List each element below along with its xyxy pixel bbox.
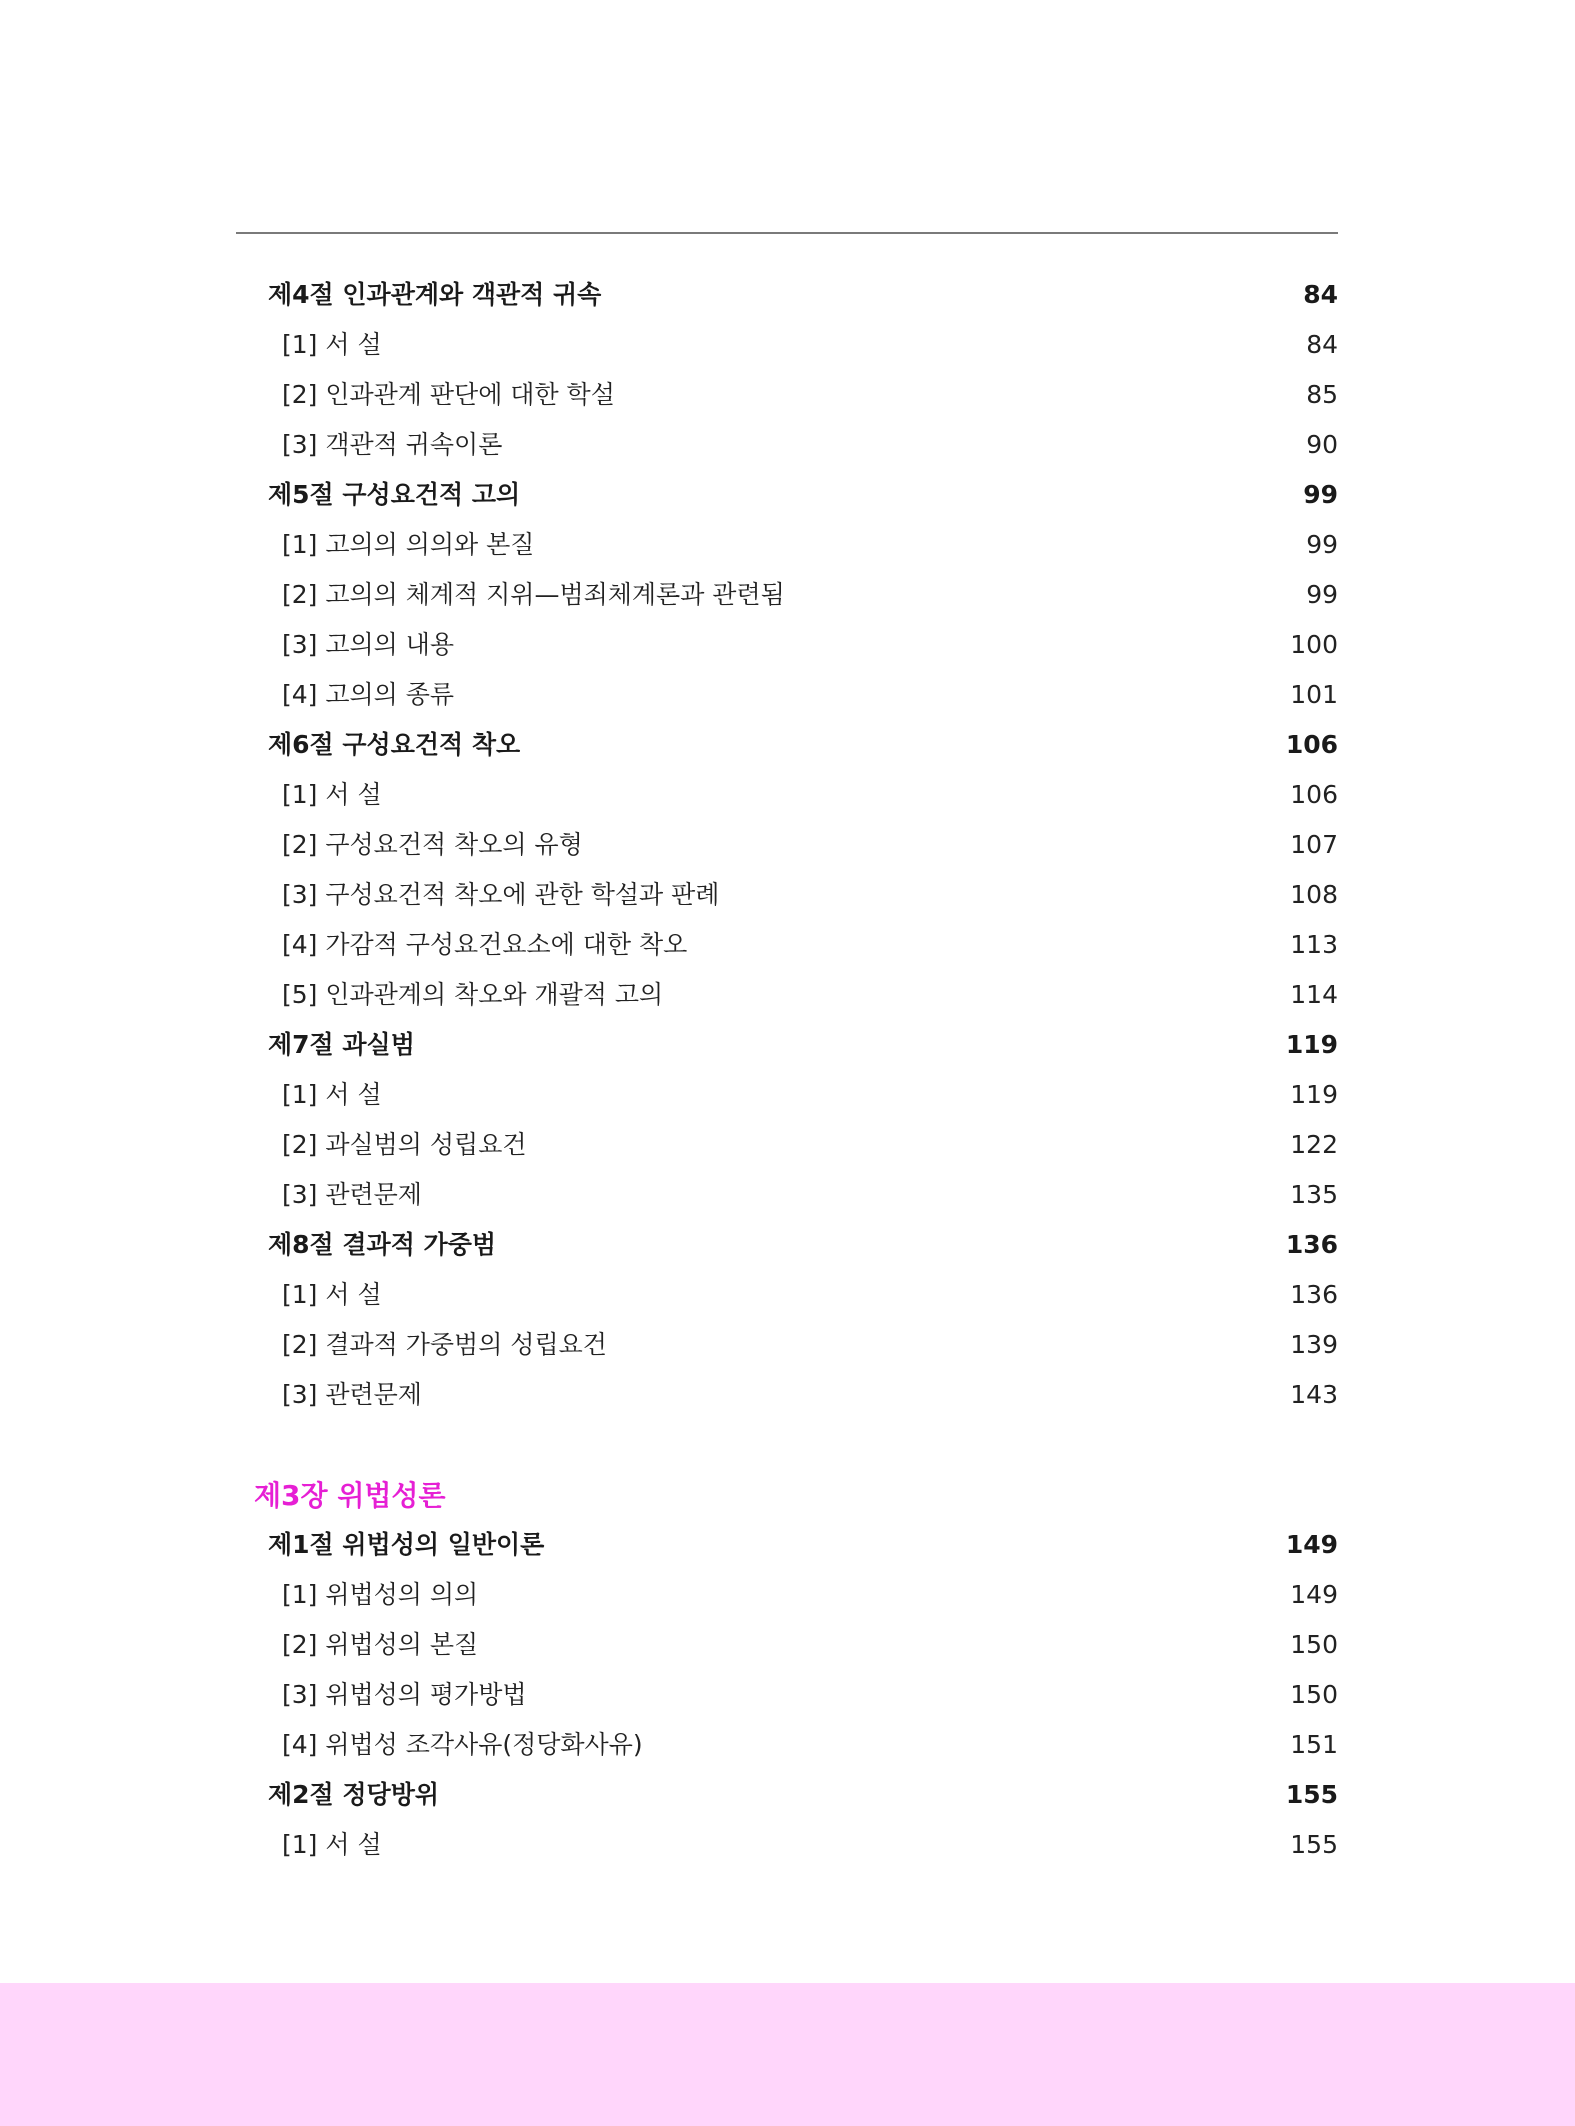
toc-item-row [236, 870, 1338, 920]
item-title: [2] 인과관계 판단에 대한 학설 [282, 380, 615, 409]
page-number: 106 [1290, 780, 1338, 809]
page-number: 85 [1306, 380, 1338, 409]
page-number: 99 [1306, 580, 1338, 609]
item-title: [2] 고의의 체계적 지위—범죄체계론과 관련됨 [282, 580, 785, 609]
page-number: 101 [1290, 680, 1338, 709]
page-number: 143 [1290, 1380, 1338, 1409]
toc-section-row [236, 1770, 1338, 1820]
section-title: 제2절 정당방위 [268, 1780, 439, 1809]
toc-section-row [236, 1520, 1338, 1570]
item-title: [1] 서 설 [282, 1830, 382, 1859]
toc-item-row [236, 920, 1338, 970]
item-title: [3] 고의의 내용 [282, 630, 455, 659]
page-number: 119 [1285, 1030, 1338, 1059]
page-number: 100 [1290, 630, 1338, 659]
section-title: 제6절 구성요건적 착오 [268, 730, 521, 759]
item-title: [2] 결과적 가중범의 성립요건 [282, 1330, 607, 1359]
section-title: 제8절 결과적 가중범 [268, 1230, 497, 1259]
item-title: [3] 관련문제 [282, 1180, 422, 1209]
toc-item-row [236, 1370, 1338, 1420]
toc-section-row [236, 1220, 1338, 1270]
item-title: [3] 구성요건적 착오에 관한 학설과 판례 [282, 880, 720, 909]
page-number: 107 [1290, 830, 1338, 859]
page-number: 114 [1290, 980, 1338, 1009]
toc-item-row [236, 1270, 1338, 1320]
toc-item-row [236, 620, 1338, 670]
toc-list [236, 270, 1338, 1420]
toc-section-row [236, 470, 1338, 520]
page-number: 99 [1306, 530, 1338, 559]
toc-item-row [236, 970, 1338, 1020]
toc-item-row [236, 1120, 1338, 1170]
toc-section-row [236, 720, 1338, 770]
toc-item-row [236, 1720, 1338, 1770]
page-number: 113 [1290, 930, 1338, 959]
item-title: [2] 구성요건적 착오의 유형 [282, 830, 583, 859]
item-title: [1] 서 설 [282, 330, 382, 359]
item-title: [3] 관련문제 [282, 1380, 422, 1409]
toc-item-row [236, 670, 1338, 720]
section-title: 제4절 인과관계와 객관적 귀속 [268, 280, 602, 309]
section-title: 제1절 위법성의 일반이론 [268, 1530, 545, 1559]
item-title: [2] 위법성의 본질 [282, 1630, 479, 1659]
page-number: 84 [1306, 330, 1338, 359]
page-number: 150 [1290, 1680, 1338, 1709]
page-number: 136 [1285, 1230, 1338, 1259]
toc-item-row [236, 1070, 1338, 1120]
item-title: [3] 위법성의 평가방법 [282, 1680, 527, 1709]
page-number: 155 [1290, 1830, 1338, 1859]
toc-item-row [236, 1170, 1338, 1220]
toc-item-row [236, 1320, 1338, 1370]
page-number: 108 [1290, 880, 1338, 909]
item-title: [4] 고의의 종류 [282, 680, 455, 709]
toc-item-row [236, 1620, 1338, 1670]
toc-item-row [236, 320, 1338, 370]
toc-item-row [236, 770, 1338, 820]
toc-item-row [236, 1570, 1338, 1620]
item-title: [1] 서 설 [282, 1080, 382, 1109]
toc-item-row [236, 370, 1338, 420]
item-title: [4] 위법성 조각사유(정당화사유) [282, 1730, 643, 1759]
item-title: [1] 고의의 의의와 본질 [282, 530, 535, 559]
toc-item-row [236, 1820, 1338, 1870]
toc-item-row [236, 570, 1338, 620]
toc-section-row [236, 270, 1338, 320]
page-number: 150 [1290, 1630, 1338, 1659]
item-title: [1] 서 설 [282, 1280, 382, 1309]
page-number: 155 [1285, 1780, 1338, 1809]
page-number: 119 [1290, 1080, 1338, 1109]
page-number: 99 [1303, 480, 1338, 509]
page-number: 139 [1290, 1330, 1338, 1359]
footer-band [0, 1983, 1575, 2126]
item-title: [4] 가감적 구성요건요소에 대한 착오 [282, 930, 688, 959]
page-number: 84 [1303, 280, 1338, 309]
toc-item-row [236, 520, 1338, 570]
item-title: [1] 서 설 [282, 780, 382, 809]
item-title: [1] 위법성의 의의 [282, 1580, 479, 1609]
toc-item-row [236, 420, 1338, 470]
page-number: 151 [1290, 1730, 1338, 1759]
section-title: 제5절 구성요건적 고의 [268, 480, 521, 509]
item-title: [3] 객관적 귀속이론 [282, 430, 503, 459]
page-number: 136 [1290, 1280, 1338, 1309]
page-number: 149 [1290, 1580, 1338, 1609]
page-number: 90 [1306, 430, 1338, 459]
item-title: [5] 인과관계의 착오와 개괄적 고의 [282, 980, 664, 1009]
toc-list [236, 1520, 1338, 1870]
toc-item-row [236, 1670, 1338, 1720]
page-number: 122 [1290, 1130, 1338, 1159]
page-number: 135 [1290, 1180, 1338, 1209]
chapter-heading: 제3장 위법성론 [254, 1479, 446, 1512]
top-divider [236, 232, 1338, 234]
section-title: 제7절 과실범 [268, 1030, 415, 1059]
item-title: [2] 과실범의 성립요건 [282, 1130, 527, 1159]
toc-section-row [236, 1020, 1338, 1070]
toc-item-row [236, 820, 1338, 870]
page-number: 106 [1285, 730, 1338, 759]
page-number: 149 [1285, 1530, 1338, 1559]
